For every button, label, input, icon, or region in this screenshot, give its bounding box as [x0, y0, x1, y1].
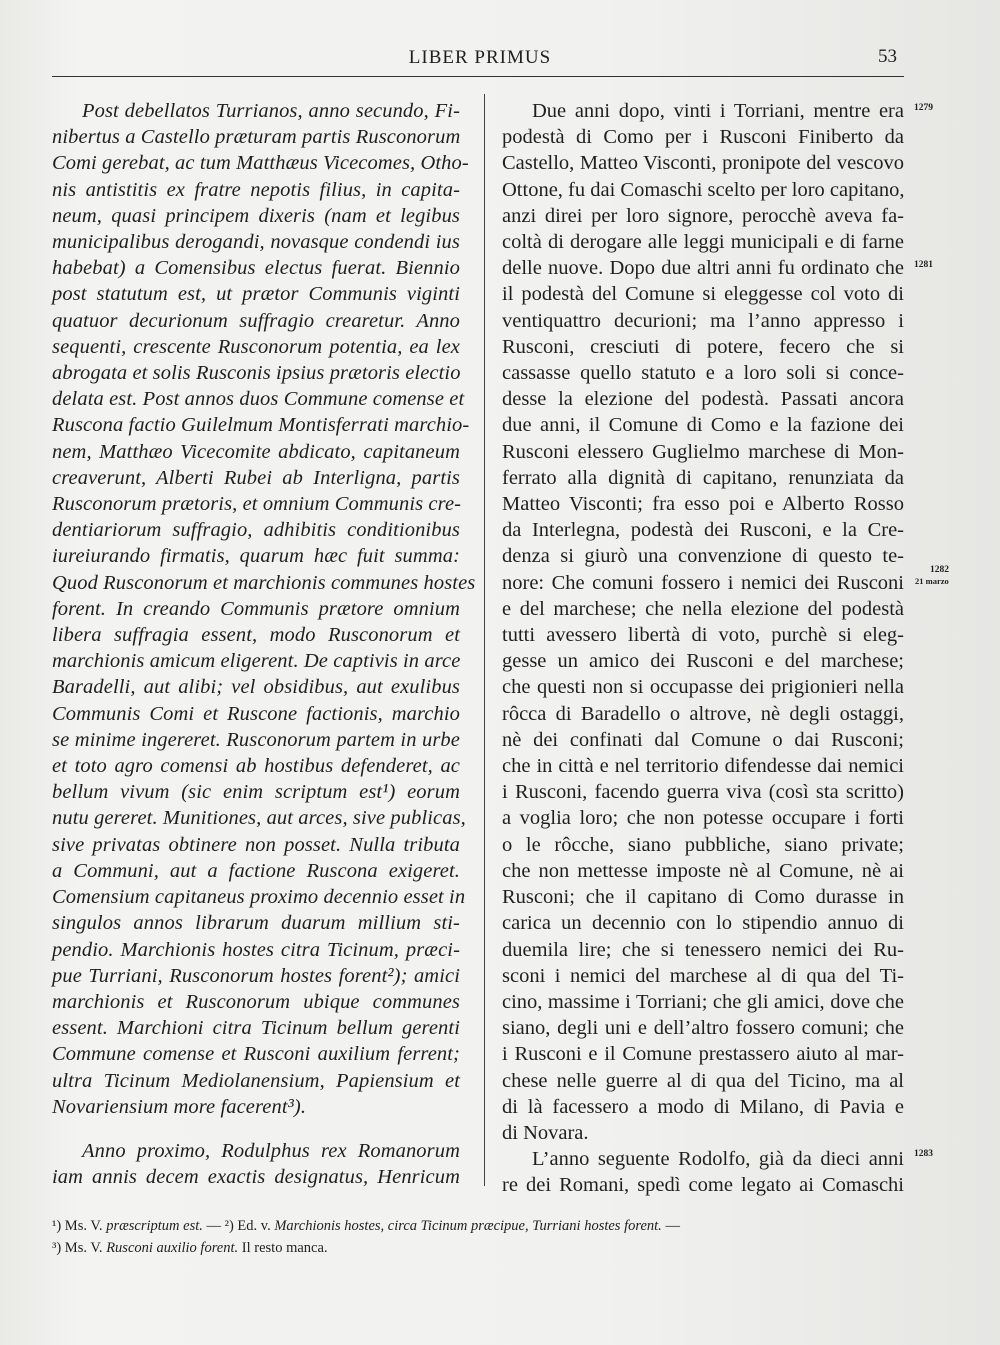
- footnote-2-text: Marchionis hostes, circa Ticinum præcipue, Turriani hostes forent.: [274, 1218, 662, 1234]
- text-line: habebat) a Comensibus electus fuerat. Biennio: [52, 257, 460, 280]
- text-line: cino, massime i Torriani; che gli amici, dove che: [502, 990, 904, 1013]
- text-line: municipalibus derogandi, novasque condendi ius: [52, 231, 460, 254]
- text-line: sequenti, crescente Rusconorum potentia, ea lex: [52, 335, 460, 358]
- text-line: Due anni dopo, vinti i Torriani, mentre era: [532, 100, 904, 122]
- header-rule: [52, 76, 904, 77]
- italian-paragraph-1: [502, 98, 904, 1146]
- text-line: due anni, il Comune di Como e la fazione dei: [502, 414, 904, 437]
- text-line: Quod Rusconorum et marchionis communes hostes: [52, 571, 476, 594]
- margin-date-21-marzo: 21 marzo: [915, 576, 949, 586]
- italian-column: [502, 98, 904, 1199]
- text-line: a voglia loro; che non potesse occupare i forti: [502, 807, 904, 830]
- text-line: Anno proximo, Rodulphus rex Romanorum: [82, 1139, 460, 1162]
- text-line: iureiurando firmatis, quarum hæc fuit summa:: [52, 545, 460, 568]
- text-line: essent. Marchioni citra Ticinum bellum gerenti: [52, 1017, 460, 1040]
- text-line: Rusconi; che il capitano di Como durasse in: [502, 886, 904, 909]
- text-line: Comi gerebat, ac tum Matthæus Vicecomes, Otho-: [52, 152, 469, 175]
- margin-year-1279: 1279: [914, 103, 933, 113]
- text-line: neum, quasi principem dixeris (nam et legibus: [52, 204, 460, 227]
- margin-year-1283: 1283: [914, 1149, 933, 1159]
- italian-paragraph-2: [502, 1146, 904, 1198]
- paragraph-gap: [52, 1120, 460, 1138]
- footnote-3-text: Rusconi auxilio forent.: [106, 1240, 239, 1256]
- latin-paragraph-2: [52, 1138, 460, 1190]
- text-line: Rusconi elessero Guglielmo marchese di Mon-: [502, 440, 904, 463]
- text-line: libera suffragia essent, modo Rusconorum et: [52, 624, 460, 647]
- text-line: coltà di derogare alle leggi municipali e di farne: [502, 231, 904, 254]
- text-line: i Rusconi e il Comune prestassero aiuto al mar-: [502, 1043, 904, 1066]
- text-line: carica un decennio con lo stipendio annuo di: [502, 912, 904, 935]
- text-line: Rusconi, cresciuti di potere, fecero che si: [502, 335, 904, 358]
- footnote-line-2: [52, 1237, 932, 1259]
- text-line: rôcca di Baradello o altrove, nè degli ostaggi,: [502, 702, 904, 725]
- text-line: Comensium capitaneus proximo decennio esset in: [52, 886, 466, 909]
- text-line: sive privatas obtinere non posset. Nulla tributa: [52, 833, 460, 856]
- text-line: chese nelle guerre al di qua del Ticino, ma al: [502, 1069, 904, 1092]
- text-line: creaverunt, Alberti Rubei ab Interligna, partis: [52, 466, 460, 489]
- text-line: che non mettesse imposte nè al Comune, nè ai: [502, 859, 904, 882]
- footnotes: [52, 1215, 932, 1259]
- text-line: il podestà del Comune si eleggesse col voto di: [502, 283, 904, 306]
- page-number: 53: [878, 46, 897, 67]
- text-line: nem, Matthæo Vicecomite abdicato, capitaneum: [52, 440, 460, 463]
- text-line: gesse un amico dei Rusconi e del marchese;: [502, 650, 904, 673]
- text-line: Ruscona factio Guilelmum Montisferrati marchio-: [52, 414, 470, 437]
- text-line: di là facessero a modo di Milano, di Pavia e: [502, 1095, 904, 1118]
- text-line: Communis Comi et Ruscone factionis, marchio: [52, 702, 460, 725]
- text-line: che questi non si occupasse dei prigionieri nella: [502, 676, 904, 699]
- text-line: o le rôcche, siano pubbliche, siano private;: [502, 833, 904, 856]
- text-line: podestà di Como per i Rusconi Finiberto da: [502, 126, 904, 149]
- text-line: sconi i nemici del marchese al di qua del Ti-: [502, 964, 904, 987]
- latin-column: [52, 98, 476, 1190]
- text-line: Post debellatos Turrianos, anno secundo, Fi-: [82, 100, 460, 122]
- margin-year-1282: 1282: [930, 565, 949, 575]
- text-line: a Communi, aut a factione Ruscona exigeret.: [52, 859, 460, 882]
- text-line: da Interlegna, podestà dei Rusconi, e la Cre-: [502, 519, 904, 542]
- footnote-3-mark: ³) Ms. V.: [52, 1240, 103, 1256]
- footnote-1-text: præscriptum est.: [106, 1218, 203, 1234]
- text-line: Commune comense et Rusconi auxilium ferrent;: [52, 1043, 460, 1066]
- column-divider: [484, 94, 485, 1186]
- text-line: nore: Che comuni fossero i nemici dei Rusconi: [502, 571, 904, 594]
- text-line: nis antistitis ex fratre nepotis filius, in capita-: [52, 178, 460, 201]
- text-line: ventiquattro decurioni; ma l’anno appresso i: [502, 309, 904, 332]
- text-line: abrogata et solis Rusconis ipsius prætoris electio: [52, 362, 461, 385]
- margin-year-1281: 1281: [914, 260, 933, 270]
- text-line: pendio. Marchionis hostes citra Ticinum, præci-: [52, 938, 460, 961]
- text-line: quatuor decurionum suffragio crearetur. Anno: [52, 309, 460, 332]
- text-line: marchionis amicum eligerent. De captivis in arce: [52, 650, 461, 673]
- text-line: di Novara.: [502, 1121, 589, 1144]
- text-line: post statutum est, ut prætor Communis viginti: [52, 283, 460, 306]
- text-line: Ottone, fu dai Comaschi scelto per loro capitano,: [502, 178, 905, 201]
- text-line: L’anno seguente Rodolfo, già da dieci anni: [532, 1148, 904, 1171]
- text-line: bellum vivum (sic enim scriptum est¹) eorum: [52, 781, 460, 804]
- text-line: nutu gereret. Munitiones, aut arces, sive publicas,: [52, 807, 466, 830]
- footnote-2-end: —: [665, 1218, 680, 1234]
- text-line: forent. In creando Communis prætore omnium: [52, 597, 460, 620]
- text-line: ultra Ticinum Mediolanensium, Papiensium et: [52, 1069, 460, 1092]
- text-line: delata est. Post annos duos Commune comense et: [52, 388, 465, 411]
- text-line: desse la elezione del podestà. Passati ancora: [502, 388, 904, 411]
- text-line: se minime ingereret. Rusconorum partem in urbe: [52, 728, 460, 751]
- text-line: Baradelli, aut alibi; vel obsidibus, aut exulibus: [52, 676, 460, 699]
- text-line: Matteo Visconti; fra esso poi e Alberto Rosso: [502, 493, 904, 516]
- text-line: pue Turriani, Rusconorum hostes forent²); amici: [52, 964, 460, 987]
- text-line: ferrato alla dignità di capitano, renunziata da: [502, 466, 904, 489]
- text-line: che in città e nel territorio difendesse dai nemici: [502, 755, 904, 778]
- text-line: nè dei confinati dal Comune o dai Rusconi;: [502, 728, 904, 751]
- text-line: re dei Romani, spedì come legato ai Comaschi: [502, 1174, 904, 1197]
- text-line: i Rusconi, facendo guerra viva (così sta scritto): [502, 781, 904, 804]
- text-line: cassasse quello statuto e a loro soli si conce-: [502, 362, 904, 385]
- text-line: et toto agro comensi ab hostibus defenderet, ac: [52, 755, 460, 778]
- text-line: delle nuove. Dopo due altri anni fu ordinato che: [502, 257, 904, 280]
- text-line: marchionis et Rusconorum ubique communes: [52, 990, 460, 1013]
- text-line: Novariensium more facerent³).: [52, 1095, 307, 1118]
- footnote-line-1: [52, 1215, 932, 1237]
- text-line: anzi direi per loro signore, perocchè aveva fa-: [502, 204, 904, 227]
- text-line: dentiariorum suffragio, adhibitis conditionibus: [52, 519, 460, 542]
- text-line: siano, degli uni e dell’altro fossero comuni; che: [502, 1017, 904, 1040]
- text-line: e del marchese; che nella elezione del podestà: [502, 597, 904, 620]
- text-line: nibertus a Castello præturam partis Rusconorum: [52, 126, 461, 149]
- text-line: Castello, Matteo Visconti, pronipote del vescovo: [502, 152, 904, 175]
- latin-paragraph-1: [52, 98, 476, 1120]
- running-title: LIBER PRIMUS: [408, 47, 552, 68]
- text-line: denza si giurò una convenzione di questo te-: [502, 545, 904, 568]
- text-line: tutti avessero libertà di voto, purchè si eleg-: [502, 624, 904, 647]
- text-line: iam annis decem exactis designatus, Henricum: [52, 1166, 460, 1189]
- footnote-2-mark: — ²) Ed. v.: [206, 1218, 271, 1234]
- footnote-1-mark: ¹) Ms. V.: [52, 1218, 103, 1234]
- text-line: singulos annos librarum duarum millium sti-: [52, 912, 460, 935]
- footnote-3-end: Il resto manca.: [241, 1240, 328, 1256]
- text-line: Rusconorum prætoris, et omnium Communis cre-: [52, 493, 462, 516]
- text-line: duemila lire; che si tenessero nemici dei Ru-: [502, 938, 904, 961]
